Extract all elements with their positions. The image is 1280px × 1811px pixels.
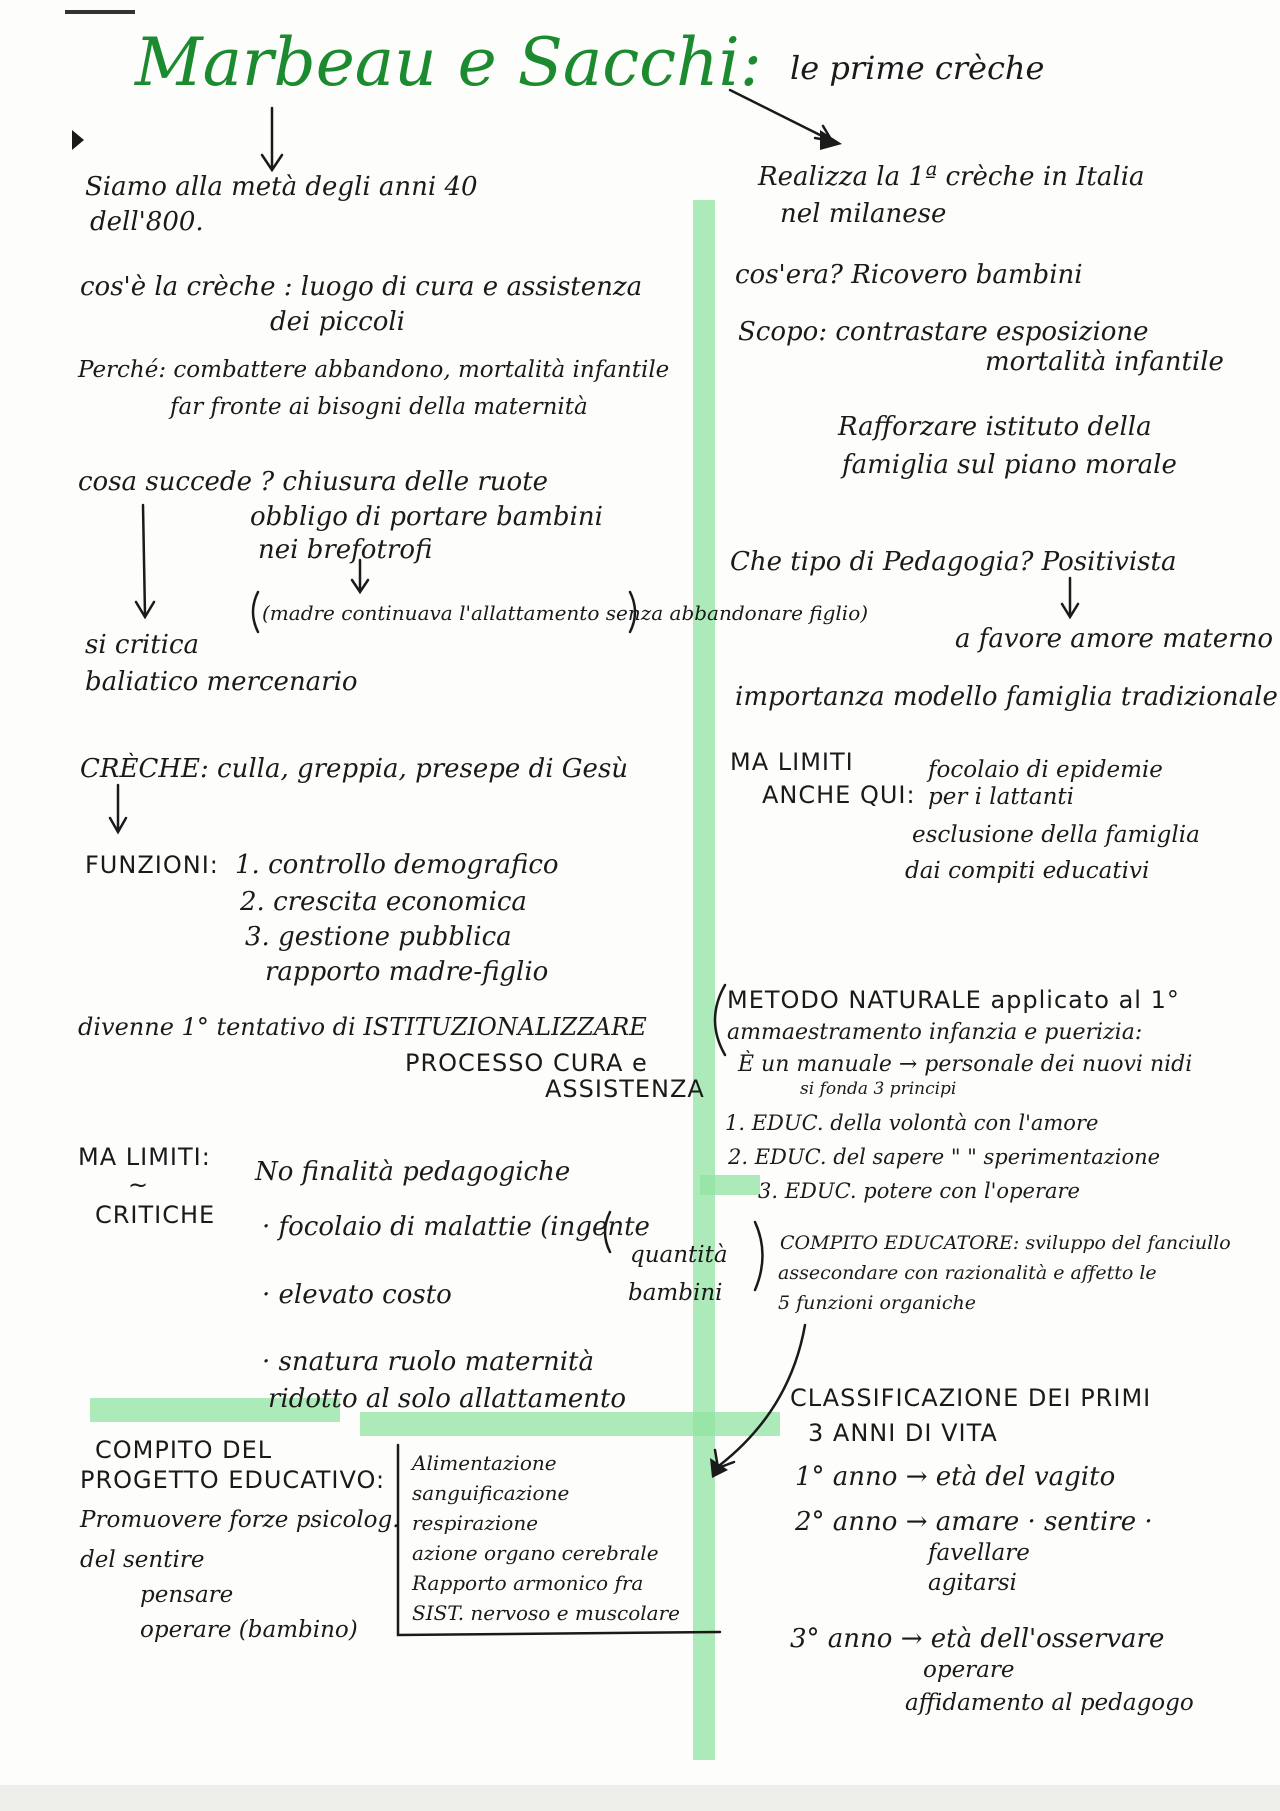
creche-definition: CRÈCHE: culla, greppia, presepe di Gesù [80, 754, 629, 784]
principio-1: 1. EDUC. della volontà con l'amore [725, 1111, 1099, 1135]
limite-1: No finalità pedagogiche [255, 1157, 571, 1187]
anno-2: 2° anno → amare · sentire · [795, 1507, 1153, 1537]
principi-note: si fonda 3 principi [800, 1079, 957, 1099]
limite-4: · snatura ruolo maternità [262, 1347, 594, 1377]
anno-3-affidamento: affidamento al pedagogo [905, 1690, 1194, 1716]
limiti-label: MA LIMITI: [78, 1143, 211, 1171]
realizza-line-1: Realizza la 1ª crèche in Italia [758, 162, 1145, 192]
metodo-line-3: È un manuale → personale dei nuovi nidi [738, 1052, 1193, 1077]
right-limite-2-cont: dai compiti educativi [905, 858, 1150, 884]
box-item-4: azione organo cerebrale [412, 1541, 659, 1565]
limite-2: · focolaio di malattie (ingente [262, 1212, 650, 1242]
cose-line-1: cos'è la crèche : luogo di cura e assistenza [80, 272, 643, 302]
compito-line-4: operare (bambino) [140, 1617, 358, 1643]
bracket-limiti [755, 1222, 763, 1290]
compito-label-1: COMPITO DEL [95, 1436, 273, 1464]
divenne-line-2: PROCESSO CURA e [405, 1049, 648, 1077]
right-limiti-label-1: MA LIMITI [730, 748, 854, 776]
principio-3: 3. EDUC. potere con l'operare [758, 1179, 1080, 1203]
limite-4-cont: ridotto al solo allattamento [268, 1384, 627, 1414]
arrow-bullet-left [72, 130, 84, 150]
metodo-line-2: ammaestramento infanzia e puerizia: [727, 1020, 1143, 1045]
funzione-2: 2. crescita economica [240, 887, 527, 917]
rafforzare-line-1: Rafforzare istituto della [838, 412, 1152, 442]
cosera-line: cos'era? Ricovero bambini [735, 260, 1083, 290]
bracket-metodo [715, 985, 725, 1055]
arrow-head-right [820, 130, 842, 150]
compito-line-1: Promuovere forze psicolog. [80, 1507, 400, 1533]
compito-educatore-3: 5 funzioni organiche [778, 1292, 976, 1314]
box-item-5: Rapporto armonico fra [412, 1571, 644, 1595]
anno-3: 3° anno → età dell'osservare [790, 1624, 1165, 1654]
funzioni-label: FUNZIONI: [85, 851, 219, 879]
compito-line-3: pensare [140, 1582, 234, 1608]
compito-educatore-1: COMPITO EDUCATORE: sviluppo del fanciullo [780, 1232, 1231, 1254]
limite-2-quantita: quantità [630, 1242, 728, 1268]
funzione-3: 3. gestione pubblica [245, 922, 512, 952]
right-limite-2: esclusione della famiglia [912, 822, 1200, 848]
divenne-line-1: divenne 1° tentativo di ISTITUZIONALIZZARE [78, 1013, 647, 1041]
cose-line-2: dei piccoli [270, 307, 405, 337]
anno-1: 1° anno → età del vagito [795, 1462, 1116, 1492]
critica-line-1: si critica [85, 630, 200, 660]
rafforzare-line-2: famiglia sul piano morale [842, 450, 1177, 480]
compito-educatore-2: assecondare con razionalità e affetto le [778, 1262, 1157, 1284]
madre-note: (madre continuava l'allattamento senza abbandonare figlio) [262, 601, 869, 625]
anno-2-agitarsi: agitarsi [928, 1570, 1017, 1596]
box-item-6: SIST. nervoso e muscolare [412, 1601, 680, 1625]
intro-line-1: Siamo alla metà degli anni 40 [85, 172, 478, 202]
limiti-tilde: ~ [128, 1171, 150, 1199]
compito-line-2: del sentire [80, 1547, 205, 1573]
box-item-2: sanguificazione [412, 1481, 570, 1505]
arrow-succede-down [143, 505, 145, 615]
anno-2-favellare: favellare [928, 1540, 1030, 1566]
divenne-line-3: ASSISTENZA [545, 1075, 705, 1103]
perche-line-2: far fronte ai bisogni della maternità [170, 394, 588, 420]
limite-2-bambini: bambini [628, 1280, 723, 1306]
anno-3-operare: operare [923, 1657, 1015, 1683]
funzione-1: 1. controllo demografico [235, 850, 559, 880]
page-title: Marbeau e Sacchi: [135, 24, 763, 101]
scopo-line-2: mortalità infantile [985, 347, 1224, 377]
succede-line-2: obbligo di portare bambini [250, 502, 603, 532]
scopo-line-1: Scopo: contrastare esposizione [738, 317, 1149, 347]
metodo-line-1: METODO NATURALE applicato al 1° [727, 986, 1180, 1014]
realizza-line-2: nel milanese [780, 199, 947, 229]
principio-2: 2. EDUC. del sapere " " sperimentazione [728, 1145, 1161, 1169]
page-bottom-edge [0, 1785, 1280, 1811]
favore-line: a favore amore materno [955, 624, 1274, 654]
funzione-3-cont: rapporto madre-figlio [265, 957, 549, 987]
perche-line-1: Perché: combattere abbandono, mortalità infantile [78, 357, 670, 383]
box-item-3: respirazione [412, 1511, 539, 1535]
critica-line-2: baliatico mercenario [85, 667, 358, 697]
right-limiti-label-2: ANCHE QUI: [762, 781, 916, 809]
box-item-1: Alimentazione [412, 1451, 557, 1475]
intro-line-2: dell'800. [90, 207, 204, 237]
pedagogia-line: Che tipo di Pedagogia? Positivista [730, 547, 1177, 577]
importanza-line: importanza modello famiglia tradizionale [735, 682, 1278, 712]
page-subtitle: le prime crèche [790, 49, 1045, 87]
compito-label-2: PROGETTO EDUCATIVO: [80, 1466, 386, 1494]
right-limite-1-cont: per i lattanti [928, 784, 1074, 810]
classificazione-line-2: 3 ANNI DI VITA [808, 1419, 998, 1447]
critiche-label: CRITICHE [95, 1201, 216, 1229]
succede-line-3: nei brefotrofi [258, 535, 433, 565]
arrow-title-right [730, 90, 830, 140]
limite-3: · elevato costo [262, 1280, 452, 1310]
classificazione-line-1: CLASSIFICAZIONE DEI PRIMI [790, 1384, 1152, 1412]
bracket-madre-left [253, 592, 258, 632]
succede-line-1: cosa succede ? chiusura delle ruote [78, 467, 549, 497]
right-limite-1: focolaio di epidemie [928, 757, 1163, 783]
